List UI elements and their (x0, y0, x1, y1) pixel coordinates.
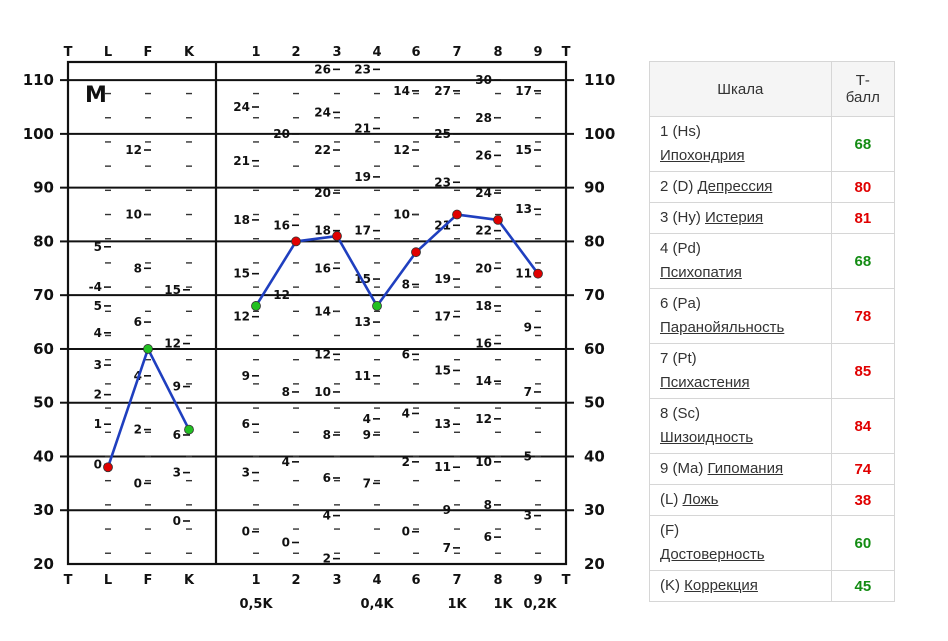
t-score-value: 74 (831, 454, 894, 485)
y-tick-label-right: 50 (584, 393, 605, 412)
raw-score-label: 23 (434, 175, 451, 190)
raw-score-label: 0 (133, 476, 142, 491)
table-row (650, 172, 895, 203)
scale-code: 8 (Sc) (660, 405, 701, 422)
raw-score-label: 2 (93, 387, 102, 402)
raw-score-label: -4 (88, 280, 102, 295)
raw-score-label: 8 (133, 261, 142, 276)
raw-score-label: 17 (434, 309, 451, 324)
y-tick-label-right: 110 (584, 71, 616, 90)
raw-score-label: 17 (354, 223, 371, 238)
raw-score-label: 13 (354, 315, 371, 330)
raw-score-label: 0 (281, 535, 290, 550)
y-tick-label-right: 40 (584, 447, 605, 466)
scale-name-cell (650, 571, 832, 602)
top-axis-label: 3 (332, 45, 342, 60)
raw-score-label: 3 (523, 508, 532, 523)
scale-name-cell (650, 454, 832, 485)
top-axis-label: 6 (411, 45, 421, 60)
raw-score-label: 2 (322, 551, 331, 566)
y-tick-label-left: 100 (22, 124, 54, 143)
scale-link[interactable]: Коррекция (684, 577, 758, 594)
raw-score-label: 2 (401, 454, 410, 469)
scale-code: (F) (660, 522, 680, 539)
table-row (650, 399, 895, 454)
t-score-value: 60 (831, 516, 894, 571)
raw-score-label: 21 (233, 153, 250, 168)
data-point (453, 210, 462, 219)
raw-score-label: 19 (354, 169, 371, 184)
raw-score-label: 12 (125, 143, 142, 158)
bottom-axis-label: T (63, 573, 73, 588)
scale-link[interactable]: Психастения (660, 374, 750, 391)
y-tick-label-left: 30 (33, 501, 54, 520)
raw-score-label: 12 (314, 347, 331, 362)
raw-score-label: 3 (93, 358, 102, 373)
bottom-axis-label: L (103, 573, 113, 588)
scale-code: 7 (Pt) (660, 350, 697, 367)
raw-score-label: 6 (322, 470, 331, 485)
t-score-value: 45 (831, 571, 894, 602)
y-tick-label-right: 20 (584, 555, 605, 573)
raw-score-label: 15 (164, 282, 181, 297)
y-tick-label-left: 20 (33, 555, 54, 573)
raw-score-label: 16 (273, 218, 290, 233)
y-tick-label-right: 60 (584, 339, 605, 358)
raw-score-label: 8 (483, 497, 492, 512)
raw-score-label: 8 (401, 277, 410, 292)
raw-score-label: 24 (233, 100, 250, 114)
scale-name-cell (650, 399, 832, 454)
top-axis-label: K (183, 45, 195, 60)
raw-score-label: 20 (475, 261, 492, 276)
bottom-axis-label: 6 (411, 573, 421, 588)
data-point (185, 425, 194, 434)
raw-score-label: 20 (273, 126, 290, 141)
table-row (650, 203, 895, 234)
t-score-value: 38 (831, 485, 894, 516)
raw-score-label: 23 (354, 62, 371, 77)
y-tick-label-right: 100 (584, 124, 616, 143)
top-axis-label: 4 (372, 45, 382, 60)
raw-score-label: 11 (354, 368, 371, 383)
t-score-value: 84 (831, 399, 894, 454)
scale-link[interactable]: Достоверность (660, 546, 765, 563)
data-point (292, 237, 301, 246)
scale-code: 6 (Pa) (660, 295, 701, 312)
raw-score-label: 12 (273, 288, 290, 303)
raw-score-label: 6 (172, 427, 181, 442)
raw-score-label: 10 (314, 384, 331, 399)
raw-score-label: 6 (133, 315, 142, 330)
scale-name-cell (650, 203, 832, 234)
y-tick-label-left: 40 (33, 447, 54, 466)
raw-score-label: 5 (93, 298, 102, 313)
table-row (650, 454, 895, 485)
raw-score-label: 16 (475, 336, 492, 351)
bottom-axis-label: F (143, 573, 153, 588)
header-scale: Шкала (650, 62, 832, 117)
y-tick-label-left: 80 (33, 232, 54, 251)
table-body (650, 117, 895, 602)
raw-score-label: 12 (233, 309, 250, 324)
raw-score-label: 24 (314, 105, 331, 120)
bottom-axis-label: 4 (372, 573, 382, 588)
t-score-value: 81 (831, 203, 894, 234)
y-tick-label-right: 90 (584, 178, 605, 197)
bottom-axis-label: T (561, 573, 571, 588)
raw-score-label: 9 (523, 320, 532, 335)
bottom-k-label: 0,5K (239, 597, 273, 612)
bottom-axis-label: 9 (533, 573, 543, 588)
top-axis-label: L (103, 45, 113, 60)
top-axis-label: T (63, 45, 73, 60)
top-axis-label: 2 (291, 45, 301, 60)
table-header-row (650, 62, 895, 117)
table-row (650, 485, 895, 516)
raw-score-label: 21 (434, 218, 451, 233)
scale-code: 3 (Hy) (660, 209, 701, 226)
data-point (333, 232, 342, 241)
raw-score-label: 9 (442, 503, 451, 518)
scale-code: 1 (Hs) (660, 123, 701, 140)
scale-code: 4 (Pd) (660, 240, 701, 257)
raw-score-label: 16 (314, 261, 331, 276)
scale-link[interactable]: Ипохондрия (660, 147, 745, 164)
bottom-k-label: 1K (447, 597, 467, 612)
panel-label: M (85, 83, 107, 108)
y-tick-label-left: 70 (33, 286, 54, 305)
raw-score-label: 18 (314, 223, 331, 238)
raw-score-label: 25 (434, 126, 451, 141)
raw-score-label: 27 (434, 83, 451, 98)
bottom-axis-label: 8 (493, 573, 503, 588)
raw-score-label: 11 (434, 460, 451, 475)
raw-score-label: 14 (475, 374, 492, 389)
top-axis-label: 8 (493, 45, 503, 60)
raw-score-label: 30 (475, 73, 492, 88)
raw-score-label: 4 (281, 454, 290, 469)
table-row (650, 571, 895, 602)
table-row (650, 516, 895, 571)
y-tick-label-left: 50 (33, 393, 54, 412)
raw-score-label: 0 (172, 513, 181, 528)
raw-score-label: 26 (314, 62, 331, 77)
raw-score-label: 9 (241, 368, 250, 383)
top-axis-label: T (561, 45, 571, 60)
t-score-value: 78 (831, 289, 894, 344)
raw-score-label: 11 (515, 266, 532, 281)
data-point (412, 248, 421, 257)
header-t-score (831, 62, 894, 117)
scale-code: (L) (660, 491, 679, 508)
raw-score-label: 13 (515, 202, 532, 217)
raw-score-label: 3 (241, 465, 250, 480)
raw-score-label: 7 (523, 384, 532, 399)
raw-score-label: 0 (241, 524, 250, 539)
raw-score-label: 17 (515, 83, 532, 98)
raw-score-label: 4 (401, 406, 410, 421)
top-axis-label: 7 (452, 45, 462, 60)
table-row (650, 344, 895, 399)
bottom-k-label: 0,2K (523, 597, 557, 612)
raw-score-label: 15 (233, 266, 250, 281)
raw-score-label: 15 (515, 143, 532, 158)
raw-score-label: 18 (475, 298, 492, 313)
raw-score-label: 4 (133, 368, 142, 383)
raw-score-label: 2 (133, 422, 142, 437)
scale-name-cell (650, 234, 832, 289)
y-tick-label-right: 30 (584, 501, 605, 520)
scale-link[interactable]: Ложь (682, 491, 719, 508)
scale-link[interactable]: Паранойяльность (660, 319, 785, 336)
top-axis-label: 9 (533, 45, 543, 60)
data-point (144, 344, 153, 353)
raw-score-label: 1 (93, 417, 102, 432)
scale-name-cell (650, 117, 832, 172)
raw-score-label: 5 (523, 449, 532, 464)
scale-link[interactable]: Психопатия (660, 264, 742, 281)
raw-score-label: 15 (434, 363, 451, 378)
raw-score-label: 0 (401, 524, 410, 539)
raw-score-label: 4 (362, 411, 371, 426)
raw-score-label: 12 (164, 336, 181, 351)
scale-code: (K) (660, 577, 680, 594)
t-score-value: 68 (831, 234, 894, 289)
raw-score-label: 4 (93, 325, 102, 340)
raw-score-label: 19 (434, 272, 451, 287)
raw-score-label: 12 (393, 143, 410, 158)
table-row (650, 117, 895, 172)
raw-score-label: 6 (241, 417, 250, 432)
table-row (650, 289, 895, 344)
raw-score-label: 9 (172, 379, 181, 394)
raw-score-label: 18 (233, 212, 250, 227)
bottom-axis-label: 7 (452, 573, 462, 588)
raw-score-label: 13 (434, 417, 451, 432)
raw-score-label: 5 (93, 239, 102, 254)
top-axis-label: 1 (251, 45, 261, 60)
raw-score-label: 3 (172, 465, 181, 480)
raw-score-label: 10 (475, 454, 492, 469)
scale-name-cell (650, 344, 832, 399)
bottom-axis-label: 2 (291, 573, 301, 588)
raw-score-label: 4 (322, 508, 331, 523)
y-tick-label-right: 70 (584, 286, 605, 305)
data-point (252, 301, 261, 310)
raw-score-label: 6 (483, 530, 492, 545)
y-tick-label-left: 60 (33, 339, 54, 358)
bottom-axis-label: 1 (251, 573, 261, 588)
raw-score-label: 22 (314, 143, 331, 158)
raw-score-label: 8 (281, 384, 290, 399)
scale-link[interactable]: Истерия (705, 209, 764, 226)
raw-score-label: 9 (362, 427, 371, 442)
raw-score-label: 24 (475, 186, 492, 201)
t-score-value: 68 (831, 117, 894, 172)
data-point (534, 269, 543, 278)
raw-score-label: 15 (354, 272, 371, 287)
scale-name-cell (650, 172, 832, 203)
bottom-k-label: 1K (493, 597, 513, 612)
y-tick-label-left: 90 (33, 178, 54, 197)
raw-score-label: 21 (354, 121, 371, 136)
raw-score-label: 0 (93, 457, 102, 472)
data-point (104, 463, 113, 472)
scale-name-cell (650, 516, 832, 571)
bottom-k-label: 0,4K (360, 597, 394, 612)
table-row (650, 234, 895, 289)
scale-name-cell (650, 289, 832, 344)
raw-score-label: 10 (393, 207, 410, 222)
raw-score-label: 22 (475, 223, 492, 238)
bottom-axis-label: 3 (332, 573, 342, 588)
raw-score-label: 14 (393, 83, 410, 98)
raw-score-label: 14 (314, 304, 331, 319)
raw-score-label: 7 (362, 476, 371, 491)
raw-score-label: 6 (401, 347, 410, 362)
scores-table (649, 61, 895, 602)
t-score-value: 85 (831, 344, 894, 399)
y-tick-label-left: 110 (22, 71, 54, 90)
raw-score-label: 28 (475, 110, 492, 125)
top-axis-label: F (143, 45, 153, 60)
bottom-axis-label: K (183, 573, 195, 588)
raw-score-label: 7 (442, 540, 451, 555)
scale-link[interactable]: Депрессия (697, 178, 773, 195)
data-point (494, 215, 503, 224)
raw-score-label: 8 (322, 427, 331, 442)
scale-link[interactable]: Гипомания (707, 460, 784, 477)
profile-line (256, 215, 538, 306)
raw-score-label: 26 (475, 148, 492, 163)
data-point (373, 301, 382, 310)
scale-name-cell (650, 485, 832, 516)
raw-score-label: 12 (475, 411, 492, 426)
scale-code: 2 (D) (660, 178, 694, 195)
t-score-value: 80 (831, 172, 894, 203)
scale-code: 9 (Ma) (660, 460, 704, 477)
scale-link[interactable]: Шизоидность (660, 429, 754, 446)
raw-score-label: 20 (314, 186, 331, 201)
header-t-score-text: Т- балл (845, 72, 880, 106)
raw-score-label: 10 (125, 207, 142, 222)
y-tick-label-right: 80 (584, 232, 605, 251)
